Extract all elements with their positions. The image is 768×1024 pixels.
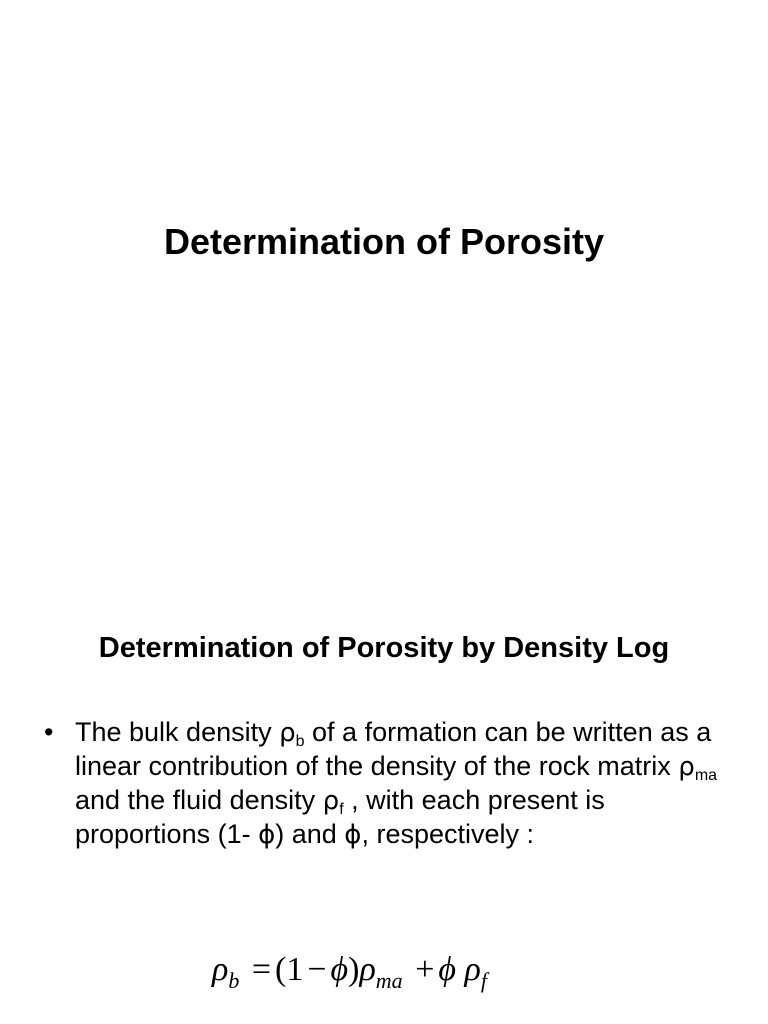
eq-sub-f: f [480,968,487,993]
phi-symbol: ϕ [344,820,362,850]
text-segment: , respectively : [361,819,535,849]
eq-rho: ρ [464,951,481,988]
bullet-item [44,716,744,852]
eq-close: ) [348,951,360,988]
slide-heading: Determination of Porosity by Density Log [98,632,670,664]
slide-title: Determination of Porosity [163,221,605,262]
subscript-ma: ma [694,767,718,784]
rho-symbol: ρ [322,786,340,816]
eq-open: (1 [275,951,304,988]
eq-phi: ϕ [330,951,349,988]
eq-plus: + [415,951,435,988]
subscript-b: b [295,733,305,750]
text-segment: ) and [275,819,345,849]
bullet-list [44,716,744,852]
rho-symbol: ρ [678,752,695,782]
eq-phi: ϕ [438,951,456,988]
density-equation [212,948,592,992]
bullet-dot-icon: • [44,717,54,747]
text-segment: and the fluid density [75,785,323,815]
text-segment: of a formation can be written as a linear contribution of the density of the rock matrix [75,717,712,781]
slide-2 [0,580,768,1024]
eq-minus: − [307,951,327,988]
slide-1 [0,0,768,480]
text-segment: The bulk density [75,717,280,747]
subscript-f: f [339,801,344,818]
phi-symbol: ϕ [258,820,276,850]
eq-equals: = [251,951,272,988]
bullet-text [75,717,717,849]
eq-rho: ρ [212,951,229,988]
eq-rho: ρ [359,951,376,988]
rho-symbol: ρ [279,718,296,748]
eq-sub-ma: ma [375,968,403,993]
text-segment: , with each present is proportions (1- [75,785,605,849]
eq-sub-b: b [228,968,240,993]
